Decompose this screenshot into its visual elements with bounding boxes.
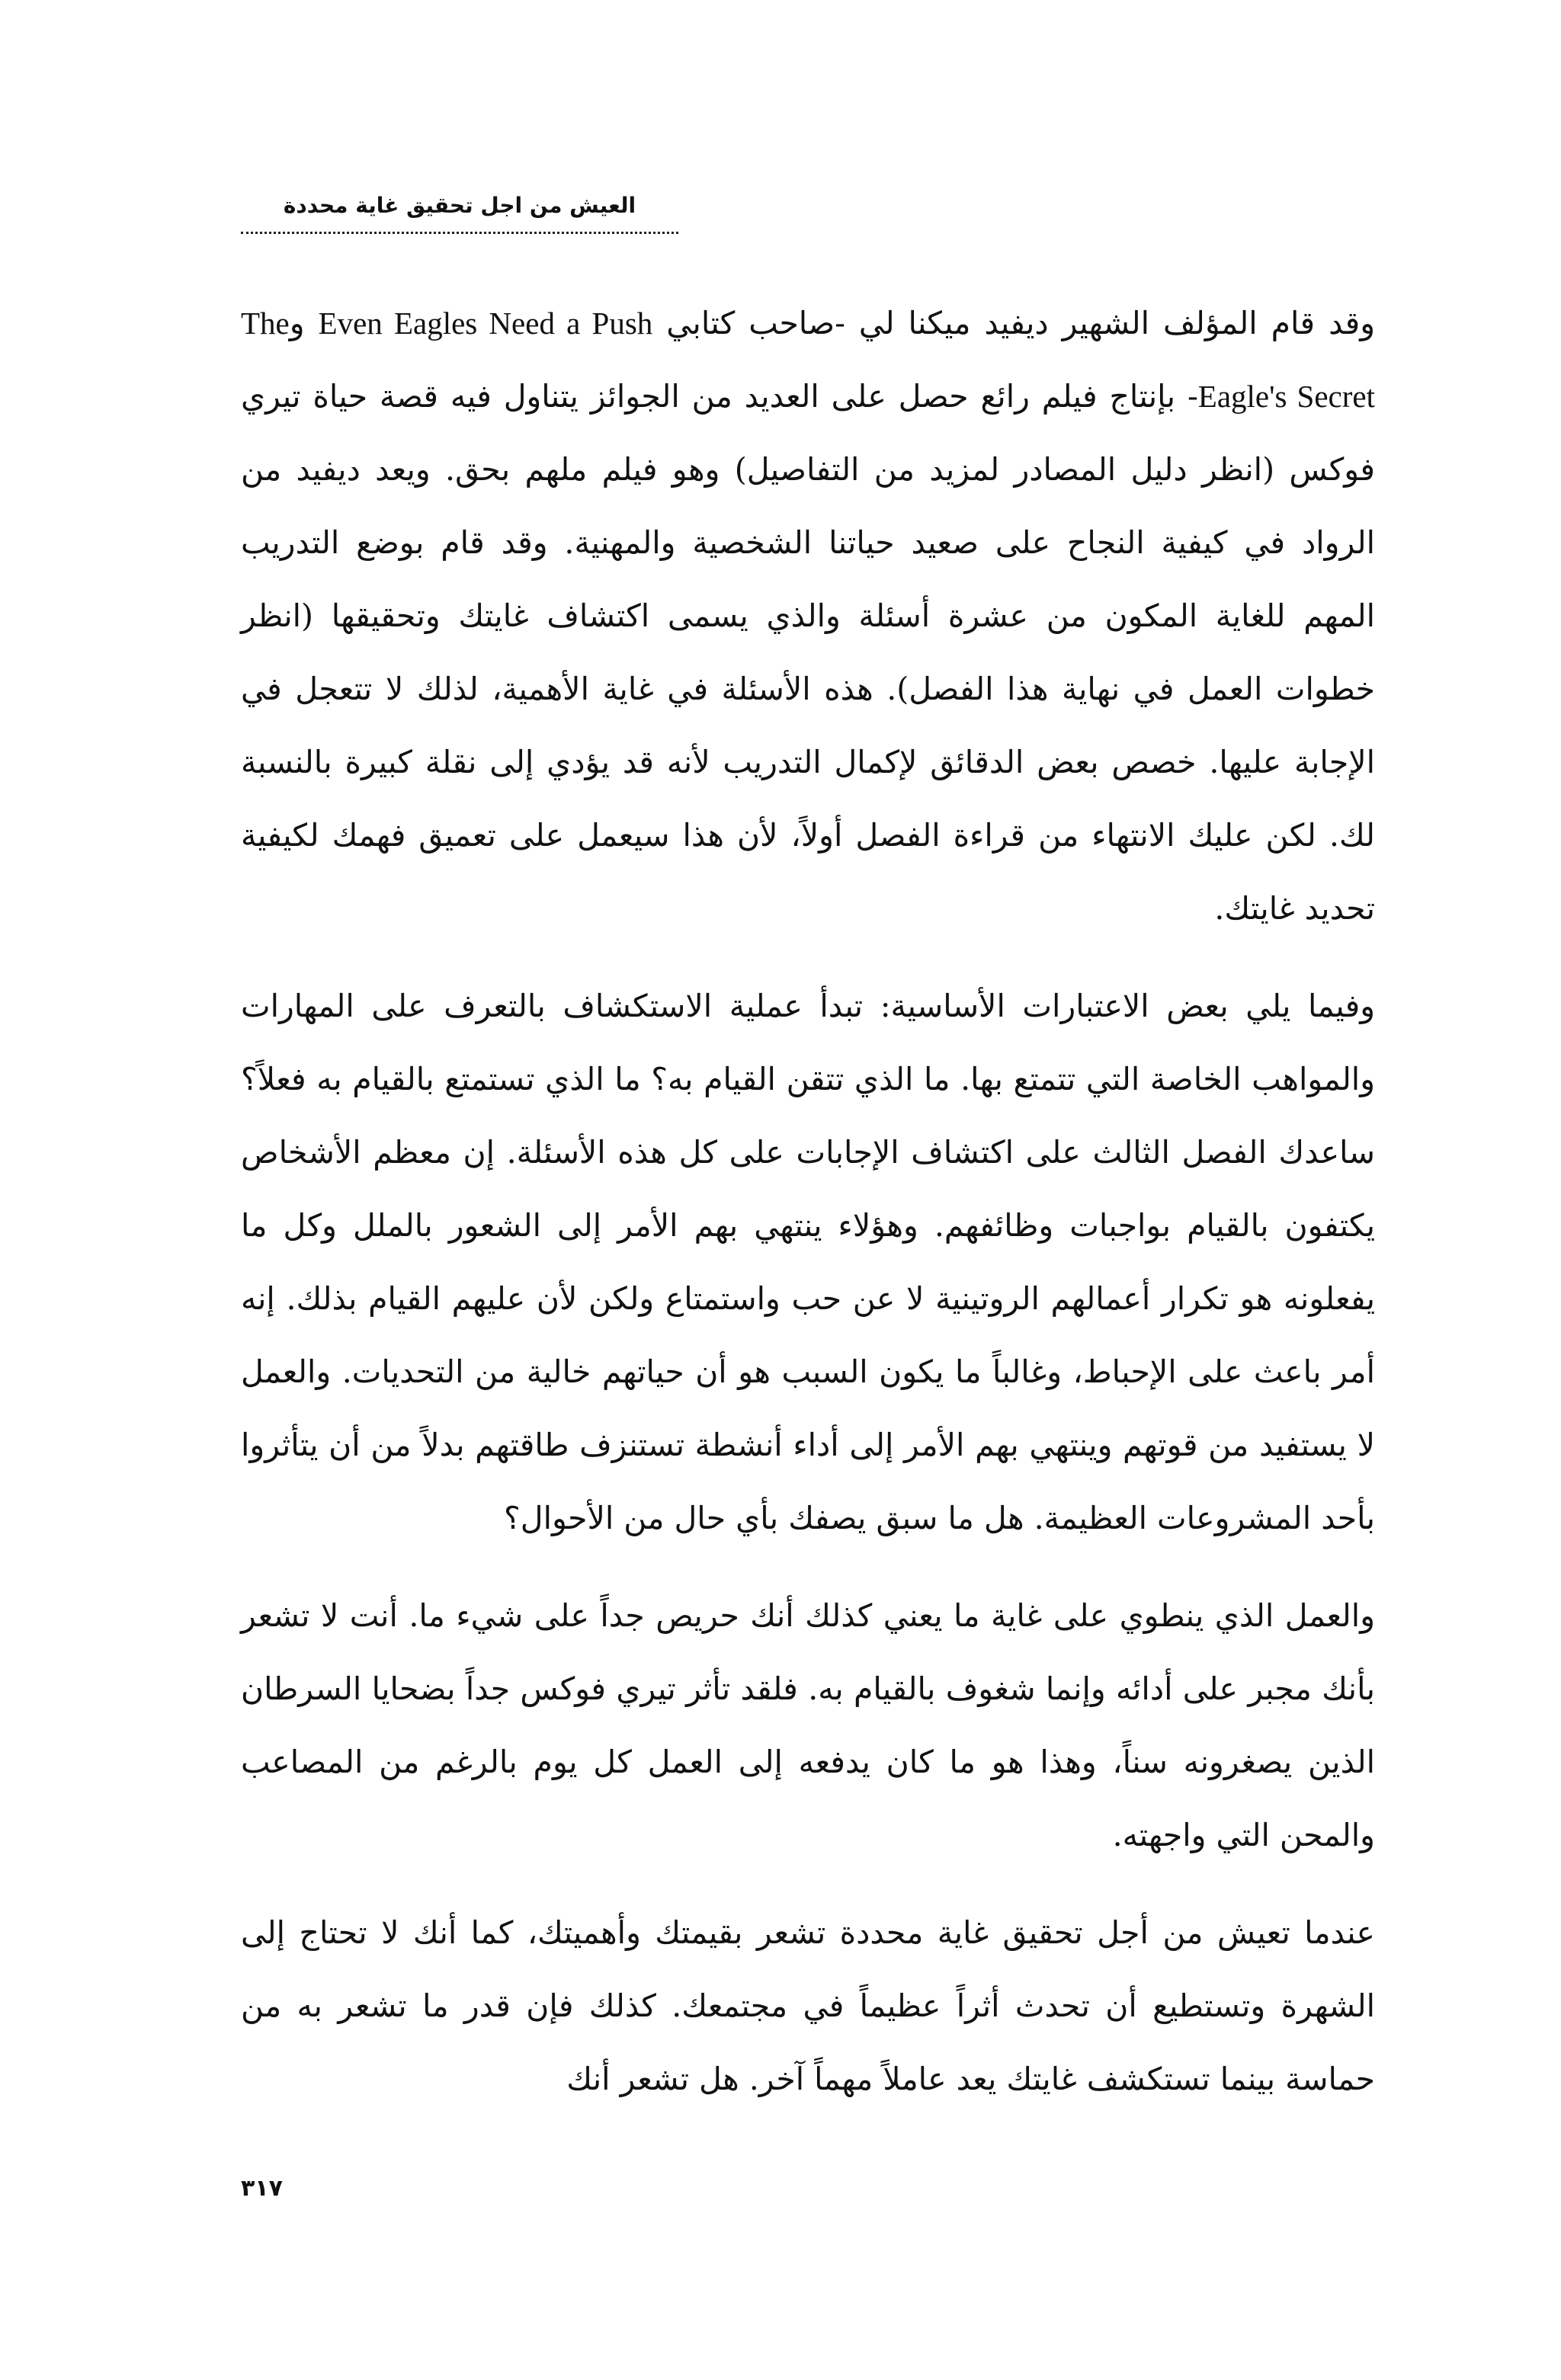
book-title-eagles-secret: The Eagle's Secret — [241, 306, 1375, 414]
page-number: ٣١٧ — [241, 2175, 283, 2202]
paragraph-1-conjunction: و — [289, 305, 319, 341]
paragraph-3 — [241, 1579, 1375, 1872]
paragraph-2 — [241, 969, 1375, 1555]
paragraph-1-continuation: - بإنتاج فيلم رائع حصل على العديد من الجوائز يتناول فيه قصة حياة تيري فوكس (انظر دليل المصادر لمزيد من التفاصيل) وهو فيلم ملهم بحق. ويعد ديفيد من الرواد في كيفية النجاح على صعيد حياتنا الشخصية والمهنية. وقد قام بوضع التدريب المهم للغاية المكون من عشرة أسئلة والذي يسمى اكتشاف غايتك وتحقيقها (انظر خطوات العمل في نهاية هذا الفصل). هذه الأسئلة في غاية الأهمية، لذلك لا تتعجل في الإجابة عليها. خصص بعض الدقائق لإكمال التدريب لأنه قد يؤدي إلى نقلة كبيرة بالنسبة لك. لكن عليك الانتهاء من قراءة الفصل أولاً، لأن هذا سيعمل على تعميق فهمك لكيفية تحديد غايتك. — [241, 378, 1375, 927]
paragraph-3-text: والعمل الذي ينطوي على غاية ما يعني كذلك أنك حريص جداً على شيء ما. أنت لا تشعر بأنك مجبر على أدائه وإنما شغوف بالقيام به. فلقد تأثر تيري فوكس جداً بضحايا السرطان الذين يصغرونه سناً، وهذا هو ما كان يدفعه إلى العمل كل يوم بالرغم من المصاعب والمحن التي واجهته. — [241, 1597, 1375, 1853]
paragraph-2-text: وفيما يلي بعض الاعتبارات الأساسية: تبدأ عملية الاستكشاف بالتعرف على المهارات والمواهب الخاصة التي تتمتع بها. ما الذي تتقن القيام به؟ ما الذي تستمتع بالقيام به فعلاً؟ ساعدك الفصل الثالث على اكتشاف الإجابات على كل هذه الأسئلة. إن معظم الأشخاص يكتفون بالقيام بواجبات وظائفهم. وهؤلاء ينتهي بهم الأمر إلى الشعور بالملل وكل ما يفعلونه هو تكرار أعمالهم الروتينية لا عن حب واستمتاع ولكن لأن عليهم القيام بذلك. إنه أمر باعث على الإحباط، وغالباً ما يكون السبب هو أن حياتهم خالية من التحديات. والعمل لا يستفيد من قوتهم وينتهي بهم الأمر إلى أداء أنشطة تستنزف طاقتهم بدلاً من أن يتأثروا بأحد المشروعات العظيمة. هل ما سبق يصفك بأي حال من الأحوال؟ — [241, 988, 1375, 1536]
paragraph-4-text: عندما تعيش من أجل تحقيق غاية محددة تشعر بقيمتك وأهميتك، كما أنك لا تحتاج إلى الشهرة وتستطيع أن تحدث أثراً عظيماً في مجتمعك. كذلك فإن قدر ما تشعر به من حماسة بينما تستكشف غايتك يعد عاملاً مهماً آخر. هل تشعر أنك — [241, 1914, 1375, 2097]
running-header: العيش من اجل تحقيق غاية محددة — [241, 191, 678, 234]
paragraph-1 — [241, 287, 1375, 945]
paragraph-1-text: وقد قام المؤلف الشهير ديفيد ميكنا لي -صاحب كتابي — [652, 305, 1375, 341]
book-title-even-eagles: Even Eagles Need a Push — [318, 306, 653, 341]
paragraph-4 — [241, 1896, 1375, 2116]
body-text — [241, 287, 1375, 2140]
